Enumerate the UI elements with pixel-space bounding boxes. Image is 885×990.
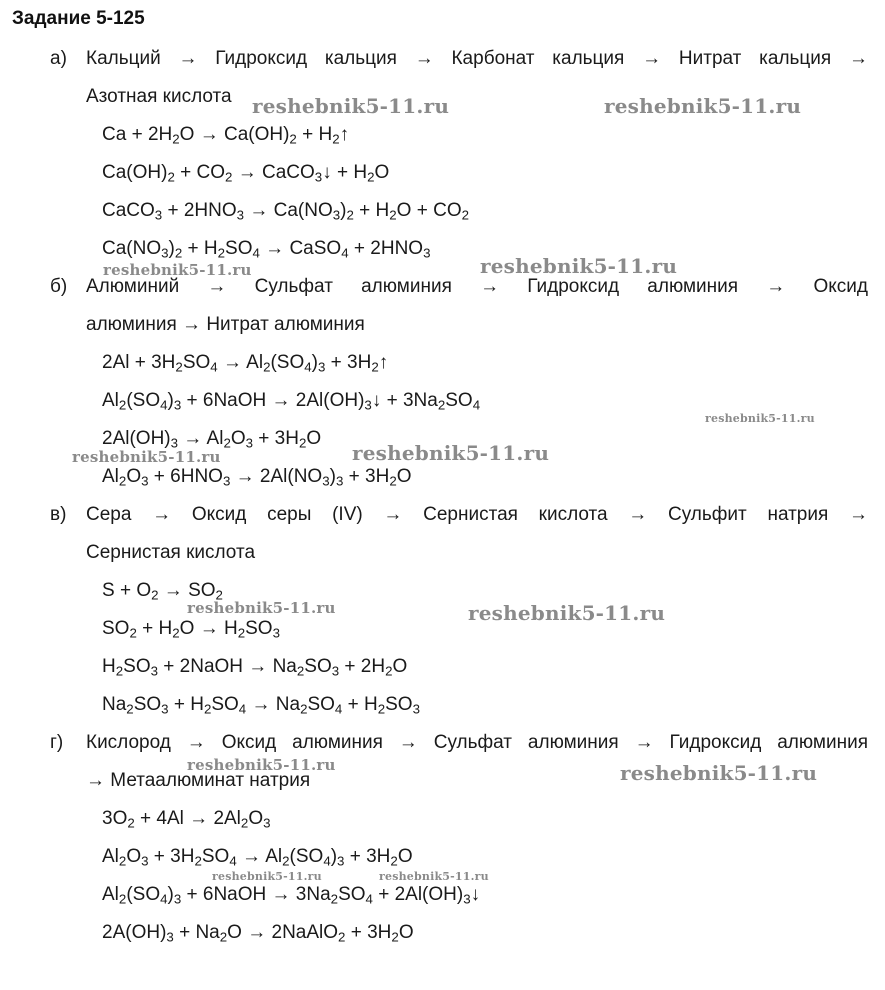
task-a-equation-2: $Ca(OH)_2 + CO_2$ → CaCO$_3$↓ + $H_2O$	[102, 162, 390, 185]
task-c-text-line2: Сернистая кислота	[86, 542, 256, 563]
task-d-equation-3: $Al_2(SO_4)_3$ + 6NaOH → $3Na_2SO_4$ + $2Al(OH)_3↓$	[102, 884, 481, 907]
watermark: reshebnik5-11.ru	[72, 448, 221, 466]
watermark: reshebnik5-11.ru	[187, 599, 336, 617]
task-b-equation-2: $Al_2(SO_4)_3$ + 6NaOH → $2Al(OH)_3↓ + 3Na_2SO_4$	[102, 390, 481, 413]
task-a-equation-3: CaCO$_3$ + $2HNO_3 \to Ca(NO_3)_2 + H_2O + CO_2$	[102, 200, 470, 223]
task-a-text-line1: Кальций → Гидроксид кальция → Карбонат кальция → Нитрат кальция →	[86, 48, 868, 69]
task-a-marker: а)	[50, 48, 67, 69]
watermark: reshebnik5-11.ru	[468, 601, 666, 625]
task-a-equation-4: $Ca(NO_3)_2 + H_2SO_4$ → CaSO$_4$ + $2HNO_3$	[102, 238, 431, 261]
watermark: reshebnik5-11.ru	[620, 761, 818, 785]
watermark: reshebnik5-11.ru	[187, 756, 336, 774]
task-d-text-line1: Кислород → Оксид алюминия → Сульфат алюминия → Гидроксид алюминия	[86, 732, 868, 753]
task-c-equation-1: $S + O_2 \to SO_2$	[102, 580, 223, 603]
task-c-marker: в)	[50, 504, 67, 525]
task-c-equation-2: $SO_2 + H_2O \to H_2SO_3$	[102, 618, 280, 641]
watermark: reshebnik5-11.ru	[480, 254, 678, 278]
watermark: reshebnik5-11.ru	[352, 441, 550, 465]
watermark: reshebnik5-11.ru	[705, 412, 815, 425]
task-d-equation-1: $3O_2 + 4Al \to 2Al_2O_3$	[102, 808, 271, 831]
task-d-marker: г)	[50, 732, 64, 753]
task-b-marker: б)	[50, 276, 68, 297]
watermark: reshebnik5-11.ru	[604, 94, 802, 118]
task-b-text-line1: Алюминий → Сульфат алюминия → Гидроксид алюминия → Оксид	[86, 276, 868, 297]
watermark: reshebnik5-11.ru	[103, 261, 252, 279]
task-c-equation-4: $Na_2SO_3 + H_2SO_4 \to Na_2SO_4 + H_2SO_3$	[102, 694, 420, 717]
task-b-equation-3: $2Al(OH)_3 \to Al_2O_3 + 3H_2O$	[102, 428, 322, 451]
watermark: reshebnik5-11.ru	[252, 94, 450, 118]
task-d-equation-4: $2A(OH)_3 + Na_2O$ → 2NaAlO$_2$ + $3H_2O$	[102, 922, 414, 945]
watermark: reshebnik5-11.ru	[379, 870, 489, 883]
page-title: Задание 5-125	[12, 8, 145, 29]
task-c-text-line1: Сера → Оксид серы (IV) → Сернистая кислота → Сульфит натрия →	[86, 504, 868, 525]
task-d-equation-2: $Al_2O_3 + 3H_2SO_4 \to Al_2(SO_4)_3 + 3H_2O$	[102, 846, 413, 869]
task-a-equation-1: $Ca + 2H_2O \to Ca(OH)_2$ + $H_2↑$	[102, 124, 350, 147]
task-a-text-line2: Азотная кислота	[86, 86, 232, 107]
task-b-text-line2: алюминия → Нитрат алюминия	[86, 314, 365, 335]
task-d-text-line2: → Метаалюминат натрия	[86, 770, 311, 791]
task-c-equation-3: $H_2SO_3$ + 2NaOH → $Na_2SO_3 + 2H_2O$	[102, 656, 408, 679]
task-b-equation-1: $2Al + 3H_2SO_4 \to Al_2(SO_4)_3$ + $3H_2↑$	[102, 352, 389, 375]
task-b-equation-4: $Al_2O_3 + 6HNO_3 \to 2Al(NO_3)_3 + 3H_2O$	[102, 466, 412, 489]
watermark: reshebnik5-11.ru	[212, 870, 322, 883]
